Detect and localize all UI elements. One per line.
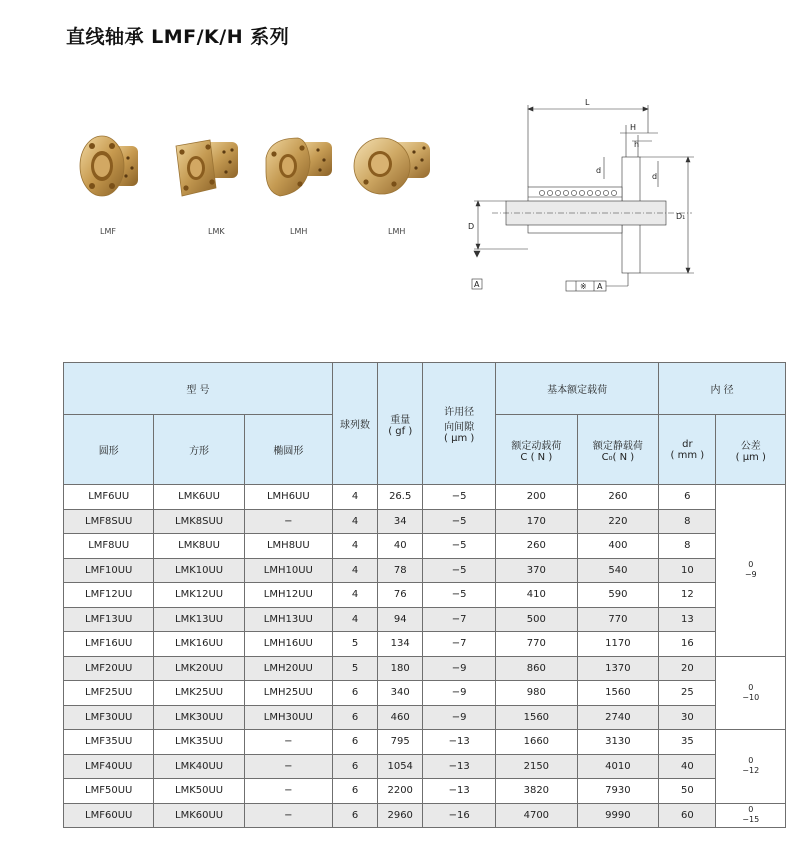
cell-clearance: −7	[423, 632, 496, 657]
cell-stat: 770	[577, 607, 659, 632]
cell-clearance: −5	[423, 558, 496, 583]
tolerance-lower: −9	[744, 570, 757, 580]
cell-oval: LMH6UU	[244, 485, 332, 510]
cell-dr: 8	[659, 509, 716, 534]
cell-balls: 5	[332, 656, 377, 681]
cell-balls: 4	[332, 509, 377, 534]
runout-datum-label: A	[597, 282, 603, 291]
table-row	[64, 779, 786, 804]
cell-round: LMF35UU	[64, 730, 154, 755]
cell-stat: 9990	[577, 803, 659, 828]
cell-balls: 5	[332, 632, 377, 657]
spec-table-body	[64, 485, 786, 828]
cell-dr: 25	[659, 681, 716, 706]
header-tol-line2: ( μm )	[735, 451, 766, 463]
cell-balls: 6	[332, 730, 377, 755]
cell-oval: LMH20UU	[244, 656, 332, 681]
cell-oval: LMH13UU	[244, 607, 332, 632]
cell-weight: 134	[378, 632, 423, 657]
cell-tolerance	[716, 485, 786, 657]
cell-stat: 2740	[577, 705, 659, 730]
table-row	[64, 705, 786, 730]
cell-stat: 1560	[577, 681, 659, 706]
dim-d2-label: d	[652, 172, 658, 181]
cell-square: LMK10UU	[154, 558, 244, 583]
cell-square: LMK25UU	[154, 681, 244, 706]
cell-stat: 400	[577, 534, 659, 559]
dim-L-label: L	[585, 98, 590, 107]
cell-oval: LMH16UU	[244, 632, 332, 657]
header-clearance	[423, 363, 496, 485]
header-tol-line1: 公差	[740, 440, 761, 452]
cell-dyn: 500	[496, 607, 578, 632]
cell-balls: 6	[332, 803, 377, 828]
dim-d-label: d	[596, 166, 602, 175]
cell-clearance: −16	[423, 803, 496, 828]
table-row	[64, 803, 786, 828]
table-row	[64, 754, 786, 779]
cell-dyn: 370	[496, 558, 578, 583]
page-title: 直线轴承 LMF/K/H 系列	[66, 26, 290, 48]
cell-balls: 6	[332, 779, 377, 804]
cell-square: LMK50UU	[154, 779, 244, 804]
cell-weight: 1054	[378, 754, 423, 779]
cell-stat: 7930	[577, 779, 659, 804]
cell-oval: LMH10UU	[244, 558, 332, 583]
header-weight-line1: 重量	[390, 414, 411, 426]
dim-H-label: H	[630, 123, 637, 132]
header-dyn-line1: 额定动载荷	[511, 440, 562, 452]
cell-oval: LMH25UU	[244, 681, 332, 706]
cell-dyn: 860	[496, 656, 578, 681]
cell-dr: 6	[659, 485, 716, 510]
cell-balls: 6	[332, 754, 377, 779]
lmh-bearing-image	[262, 132, 336, 210]
cell-dr: 30	[659, 705, 716, 730]
cell-round: LMF20UU	[64, 656, 154, 681]
cell-dr: 10	[659, 558, 716, 583]
cell-square: LMK16UU	[154, 632, 244, 657]
cell-clearance: −13	[423, 730, 496, 755]
cell-dr: 13	[659, 607, 716, 632]
cell-round: LMF8UU	[64, 534, 154, 559]
header-model: 型 号	[64, 363, 333, 415]
cell-clearance: −9	[423, 705, 496, 730]
cell-square: LMK13UU	[154, 607, 244, 632]
runout-symbol: ※	[580, 282, 587, 291]
cell-round: LMF40UU	[64, 754, 154, 779]
cell-round: LMF6UU	[64, 485, 154, 510]
cell-clearance: −13	[423, 754, 496, 779]
cell-stat: 1170	[577, 632, 659, 657]
cell-dr: 40	[659, 754, 716, 779]
cell-stat: 220	[577, 509, 659, 534]
table-row	[64, 681, 786, 706]
header-dr	[659, 415, 716, 485]
cell-balls: 6	[332, 705, 377, 730]
cell-dr: 20	[659, 656, 716, 681]
header-stat-line1: 额定静载荷	[592, 440, 643, 452]
header-dynamic-load	[496, 415, 578, 485]
header-clearance-line2: 向间隙	[444, 422, 475, 433]
cell-oval: LMH12UU	[244, 583, 332, 608]
header-oval: 椭圆形	[244, 415, 332, 485]
table-row	[64, 534, 786, 559]
spec-table	[63, 362, 786, 828]
cell-stat: 3130	[577, 730, 659, 755]
header-weight	[378, 363, 423, 485]
cell-weight: 2960	[378, 803, 423, 828]
cell-weight: 2200	[378, 779, 423, 804]
cell-square: LMK60UU	[154, 803, 244, 828]
header-tolerance	[716, 415, 786, 485]
cell-oval: −	[244, 803, 332, 828]
cell-clearance: −5	[423, 583, 496, 608]
tolerance-upper: 0	[748, 805, 754, 815]
cell-clearance: −5	[423, 485, 496, 510]
cell-balls: 4	[332, 485, 377, 510]
cell-balls: 4	[332, 583, 377, 608]
lmf-label: LMF	[100, 227, 116, 236]
header-square: 方形	[154, 415, 244, 485]
cell-oval: −	[244, 779, 332, 804]
cell-square: LMK8UU	[154, 534, 244, 559]
cell-stat: 590	[577, 583, 659, 608]
cell-clearance: −9	[423, 656, 496, 681]
cell-oval: LMH8UU	[244, 534, 332, 559]
cell-round: LMF50UU	[64, 779, 154, 804]
cell-dyn: 170	[496, 509, 578, 534]
cell-clearance: −7	[423, 607, 496, 632]
header-ball-rows: 球列数	[332, 363, 377, 485]
cell-dyn: 200	[496, 485, 578, 510]
cell-balls: 4	[332, 534, 377, 559]
cell-clearance: −13	[423, 779, 496, 804]
lmh-round-bearing-image	[352, 134, 434, 200]
cell-tolerance	[716, 656, 786, 730]
cell-round: LMF60UU	[64, 803, 154, 828]
tolerance-upper: 0	[748, 682, 754, 692]
header-dr-line2: ( mm )	[670, 449, 705, 461]
lmh-round-label: LMH	[388, 227, 406, 236]
cell-dyn: 410	[496, 583, 578, 608]
cell-oval: −	[244, 754, 332, 779]
cell-weight: 795	[378, 730, 423, 755]
cell-square: LMK8SUU	[154, 509, 244, 534]
cell-round: LMF13UU	[64, 607, 154, 632]
cell-round: LMF8SUU	[64, 509, 154, 534]
tolerance-upper: 0	[748, 756, 754, 766]
tolerance-lower: −15	[742, 815, 760, 825]
cell-weight: 40	[378, 534, 423, 559]
cell-tolerance	[716, 730, 786, 804]
cell-dyn: 1660	[496, 730, 578, 755]
cell-round: LMF30UU	[64, 705, 154, 730]
table-row	[64, 656, 786, 681]
cell-dyn: 1560	[496, 705, 578, 730]
cell-clearance: −9	[423, 681, 496, 706]
cell-balls: 4	[332, 607, 377, 632]
dim-h-label: h	[634, 140, 640, 149]
cell-weight: 78	[378, 558, 423, 583]
header-static-load	[577, 415, 659, 485]
table-row	[64, 607, 786, 632]
cell-oval: −	[244, 509, 332, 534]
cell-balls: 4	[332, 558, 377, 583]
table-row	[64, 558, 786, 583]
dim-D1-label: D₁	[676, 212, 686, 221]
cell-dr: 60	[659, 803, 716, 828]
cell-stat: 4010	[577, 754, 659, 779]
tolerance-lower: −12	[742, 766, 760, 776]
cell-dr: 8	[659, 534, 716, 559]
cell-oval: LMH30UU	[244, 705, 332, 730]
cell-dyn: 980	[496, 681, 578, 706]
tolerance-lower: −10	[742, 692, 760, 702]
header-inner: 内 径	[659, 363, 786, 415]
header-weight-line2: ( gf )	[388, 425, 413, 437]
lmh-label: LMH	[290, 227, 308, 236]
cell-weight: 340	[378, 681, 423, 706]
header-load: 基本额定载荷	[496, 363, 659, 415]
cell-stat: 540	[577, 558, 659, 583]
cell-dyn: 260	[496, 534, 578, 559]
table-row	[64, 632, 786, 657]
cell-oval: −	[244, 730, 332, 755]
table-row	[64, 730, 786, 755]
cell-round: LMF12UU	[64, 583, 154, 608]
cell-dr: 35	[659, 730, 716, 755]
cell-dr: 12	[659, 583, 716, 608]
cell-dyn: 4700	[496, 803, 578, 828]
table-row	[64, 583, 786, 608]
cell-dyn: 3820	[496, 779, 578, 804]
cell-square: LMK40UU	[154, 754, 244, 779]
table-row	[64, 509, 786, 534]
header-clearance-line3: ( μm )	[444, 433, 475, 444]
cell-round: LMF10UU	[64, 558, 154, 583]
header-clearance-line1: 许用径	[444, 407, 475, 418]
header-dr-line1: dr	[682, 438, 693, 450]
header-dyn-line2: C ( N )	[520, 451, 553, 463]
lmk-label: LMK	[208, 227, 225, 236]
lmk-bearing-image	[170, 132, 242, 210]
table-row	[64, 485, 786, 510]
cell-clearance: −5	[423, 534, 496, 559]
cell-stat: 1370	[577, 656, 659, 681]
dim-D-label: D	[468, 222, 475, 231]
lmf-bearing-image	[74, 128, 144, 208]
cell-round: LMF16UU	[64, 632, 154, 657]
cell-stat: 260	[577, 485, 659, 510]
cell-weight: 460	[378, 705, 423, 730]
cell-weight: 180	[378, 656, 423, 681]
cell-dyn: 770	[496, 632, 578, 657]
header-round: 圆形	[64, 415, 154, 485]
cell-square: LMK20UU	[154, 656, 244, 681]
cell-dr: 16	[659, 632, 716, 657]
cell-square: LMK35UU	[154, 730, 244, 755]
cell-weight: 34	[378, 509, 423, 534]
cell-dyn: 2150	[496, 754, 578, 779]
dimension-diagram	[462, 95, 702, 295]
cell-dr: 50	[659, 779, 716, 804]
datum-A-label: A	[474, 280, 480, 289]
cell-weight: 76	[378, 583, 423, 608]
cell-clearance: −5	[423, 509, 496, 534]
cell-weight: 26.5	[378, 485, 423, 510]
cell-square: LMK30UU	[154, 705, 244, 730]
tolerance-upper: 0	[748, 560, 754, 570]
cell-square: LMK6UU	[154, 485, 244, 510]
cell-round: LMF25UU	[64, 681, 154, 706]
header-stat-line2: C₀( N )	[601, 451, 635, 463]
cell-square: LMK12UU	[154, 583, 244, 608]
cell-balls: 6	[332, 681, 377, 706]
cell-tolerance	[716, 803, 786, 828]
cell-weight: 94	[378, 607, 423, 632]
